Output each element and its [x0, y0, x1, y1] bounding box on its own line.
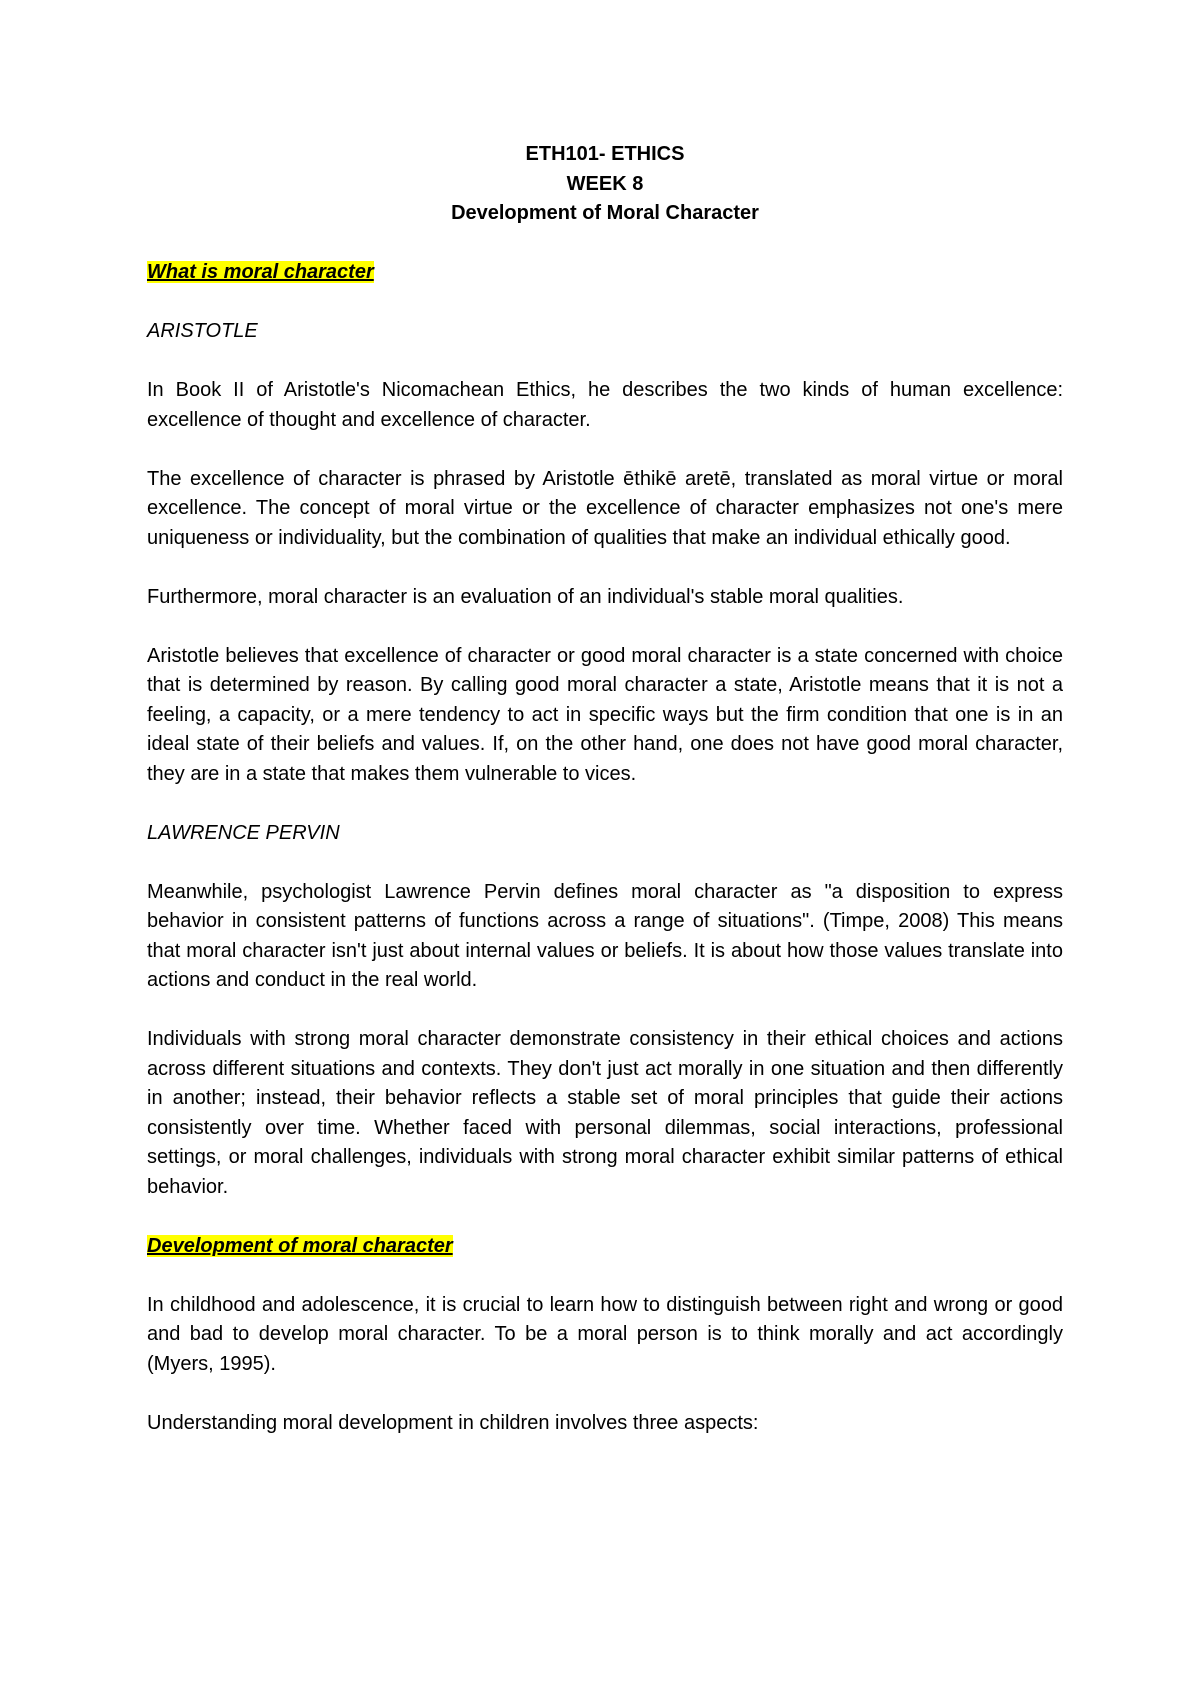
- paragraph: Understanding moral development in children involves three aspects:: [147, 1411, 759, 1434]
- course-title: ETH101- ETHICS: [525, 143, 685, 165]
- paragraph: In childhood and adolescence, it is crucial to learn how to distinguish between right and wrong or good and bad to develop moral character. To be a moral person is to think morally and act accordingly (Myers, 1995).: [147, 1293, 1063, 1375]
- subheading-aristotle: ARISTOTLE: [147, 320, 258, 342]
- paragraph: Aristotle believes that excellence of character or good moral character is a state concerned with choice that is determined by reason. By calling good moral character a state, Aristotle means that it is not a feeling, a capacity, or a mere tendency to act in specific ways but the firm condition that one is in an ideal state of their beliefs and values. If, on the other hand, one does not have good moral character, they are in a state that makes them vulnerable to vices.: [147, 644, 1063, 785]
- document-title: [147, 140, 1063, 229]
- section-heading-development-of-moral-character: [147, 1232, 1063, 1262]
- heading-text: Development of moral character: [147, 1234, 453, 1257]
- paragraph: Meanwhile, psychologist Lawrence Pervin defines moral character as "a disposition to express behavior in consistent patterns of functions across a range of situations". (Timpe, 2008) This means that moral character isn't just about internal values or beliefs. It is about how those values translate into actions and conduct in the real world.: [147, 880, 1063, 991]
- paragraph: In Book II of Aristotle's Nicomachean Ethics, he describes the two kinds of human excellence: excellence of thought and excellence of character.: [147, 379, 1063, 431]
- paragraph: Furthermore, moral character is an evaluation of an individual's stable moral qualities.: [147, 585, 904, 608]
- subheading-lawrence-pervin: LAWRENCE PERVIN: [147, 821, 340, 844]
- section-heading-what-is-moral-character: [147, 258, 1063, 288]
- week-label: WEEK 8: [566, 172, 644, 195]
- document-page: [147, 140, 1063, 1468]
- heading-text: What is moral character: [147, 261, 374, 283]
- paragraph: The excellence of character is phrased by Aristotle ēthikē aretē, translated as moral virtue or moral excellence. The concept of moral virtue or the excellence of character emphasizes not one's mere uniqueness or individuality, but the combination of qualities that make an individual ethically good.: [147, 467, 1063, 549]
- paragraph: Individuals with strong moral character demonstrate consistency in their ethical choices and actions across different situations and contexts. They don't just act morally in one situation and then differently in another; instead, their behavior reflects a stable set of moral principles that guide their actions consistently over time. Whether faced with personal dilemmas, social interactions, professional settings, or moral challenges, individuals with strong moral character exhibit similar patterns of ethical behavior.: [147, 1028, 1063, 1198]
- topic-title: Development of Moral Character: [451, 202, 759, 224]
